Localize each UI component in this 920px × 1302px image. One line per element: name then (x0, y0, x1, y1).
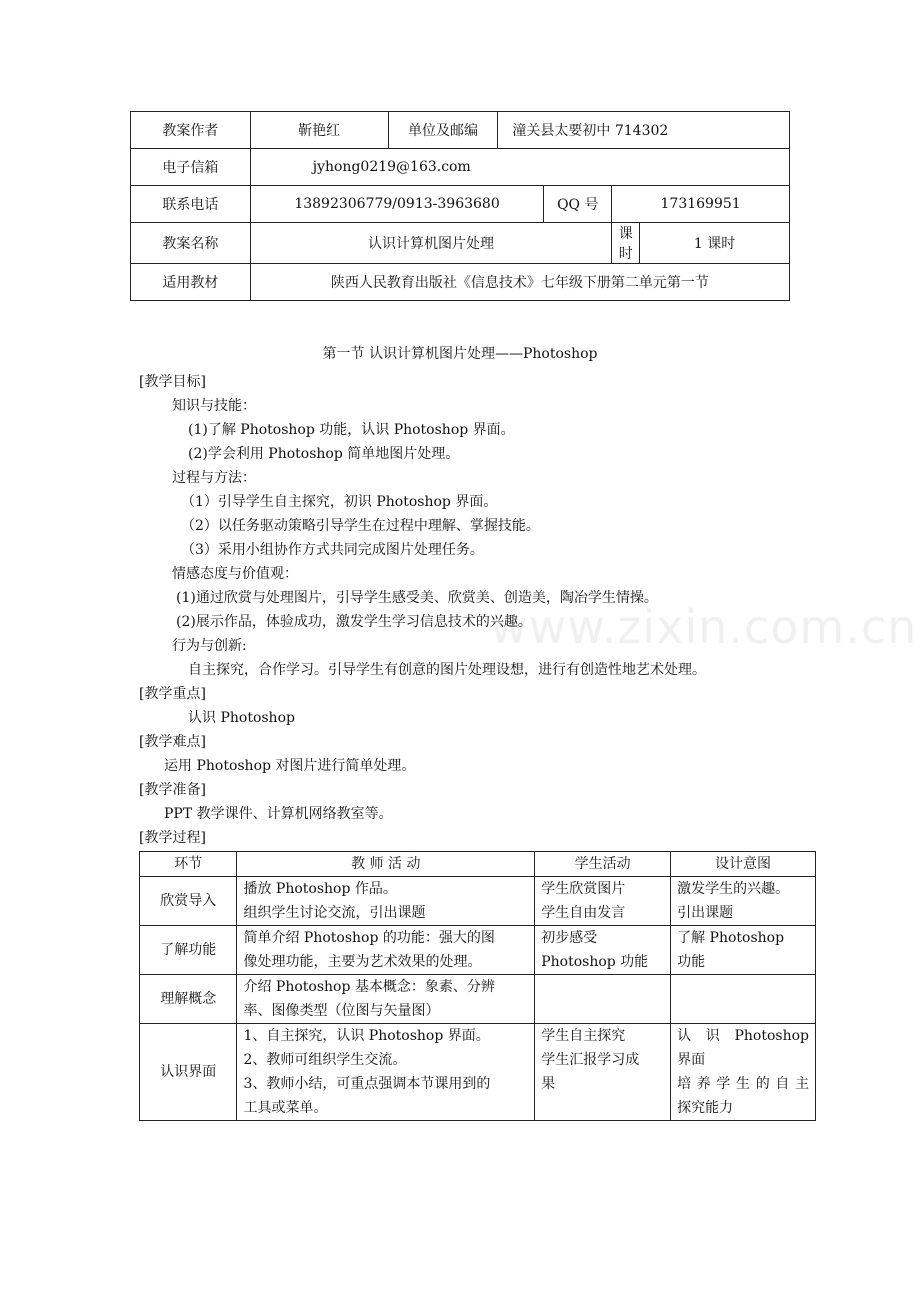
cell-line: 学生欣赏图片 (541, 881, 626, 897)
cell-line: 了解 Photoshop (677, 930, 785, 946)
author-label: 教案作者 (131, 112, 251, 149)
key-item-1: 认识 Photoshop (188, 710, 295, 726)
student-cell (535, 1024, 671, 1121)
qq-label: QQ 号 (544, 186, 612, 223)
plan-name-value: 认识计算机图片处理 (250, 223, 611, 264)
intent-cell (671, 877, 816, 926)
behavior-item-1: 自主探究，合作学习。引导学生有创意的图片处理设想，进行有创造性地艺术处理。 (188, 662, 706, 678)
process-table-header (140, 852, 816, 877)
teacher-cell (237, 877, 535, 926)
cell-line: 3、教师小结，可重点强调本节课用到的 (243, 1076, 491, 1092)
emotion-item-2: (2)展示作品，体验成功，激发学生学习信息技术的兴趣。 (176, 614, 532, 630)
cell-line: Photoshop 功能 (541, 954, 649, 970)
cell-line: 学生自由发言 (541, 905, 626, 921)
teacher-cell (237, 1024, 535, 1121)
knowledge-label: 知识与技能： (172, 398, 256, 414)
key-heading: [教学重点] (139, 686, 206, 702)
cell-line: 简单介绍 Photoshop 的功能：强大的图 (243, 930, 495, 946)
cell-line: 播放 Photoshop 作品。 (243, 881, 397, 897)
difficulty-heading: [教学难点] (139, 734, 206, 750)
cell-line: 像处理功能，主要为艺术效果的处理。 (243, 954, 482, 970)
info-row-author (131, 112, 790, 149)
behavior-label: 行为与创新: (172, 638, 247, 654)
info-row-plan (131, 223, 790, 264)
process-item-3: （3）采用小组协作方式共同完成图片处理任务。 (181, 542, 484, 558)
knowledge-item-2: (2)学会利用 Photoshop 简单地图片处理。 (188, 446, 460, 462)
qq-value: 173169951 (612, 186, 790, 223)
teacher-cell (237, 926, 535, 975)
teacher-cell (237, 975, 535, 1024)
intent-cell (671, 1024, 816, 1121)
header-student: 学生活动 (535, 852, 671, 877)
process-item-1: （1）引导学生自主探究，初识 Photoshop 界面。 (181, 494, 498, 510)
textbook-label: 适用教材 (131, 264, 251, 301)
cell-line: 介绍 Photoshop 基本概念：象素、分辨 (243, 979, 495, 995)
phone-label: 联系电话 (131, 186, 251, 223)
goals-heading: [教学目标] (139, 374, 206, 390)
prep-heading: [教学准备] (139, 782, 206, 798)
table-row (140, 877, 816, 926)
process-item-2: （2）以任务驱动策略引导学生在过程中理解、掌握技能。 (181, 518, 540, 534)
email-label: 电子信箱 (131, 149, 251, 186)
cell-line: 学生汇报学习成 (541, 1052, 640, 1068)
watermark: www.zixin.com.cn (490, 600, 918, 654)
cell-line: 学生自主探究 (541, 1028, 626, 1044)
table-row (140, 975, 816, 1024)
student-cell (535, 975, 671, 1024)
plan-name-label: 教案名称 (131, 223, 251, 264)
process-label: 过程与方法： (172, 470, 256, 486)
cell-line: 功能 (677, 954, 706, 970)
section-title: 第一节 认识计算机图片处理——Photoshop (322, 346, 598, 362)
cell-line: 引出课题 (677, 905, 734, 921)
stage-cell: 了解功能 (140, 926, 237, 975)
cell-line: 培养学生的自主 (677, 1076, 809, 1092)
intent-cell (671, 975, 816, 1024)
emotion-item-1: (1)通过欣赏与处理图片，引导学生感受美、欣赏美、创造美，陶冶学生情操。 (176, 590, 658, 606)
cell-line: 激发学生的兴趣。 (677, 881, 790, 897)
unit-label: 单位及邮编 (388, 112, 498, 149)
header-stage: 环节 (140, 852, 237, 877)
cell-line: 初步感受 (541, 930, 598, 946)
hours-label: 课时 (612, 223, 640, 264)
knowledge-item-1: (1)了解 Photoshop 功能，认识 Photoshop 界面。 (188, 422, 515, 438)
cell-line: 1、自主探究，认识 Photoshop 界面。 (243, 1028, 490, 1044)
process-heading: [教学过程] (139, 830, 206, 846)
textbook-value: 陕西人民教育出版社《信息技术》七年级下册第二单元第一节 (250, 264, 789, 301)
info-row-phone (131, 186, 790, 223)
process-table (139, 851, 816, 1121)
phone-value: 13892306779/0913-3963680 (250, 186, 544, 223)
header-intent: 设计意图 (671, 852, 816, 877)
cell-line: 率、图像类型（位图与矢量图） (243, 1003, 440, 1019)
stage-cell: 认识界面 (140, 1024, 237, 1121)
table-row (140, 1024, 816, 1121)
intent-cell (671, 926, 816, 975)
student-cell (535, 926, 671, 975)
cell-line: 工具或菜单。 (243, 1100, 328, 1116)
cell-line: 组织学生讨论交流，引出课题 (243, 905, 426, 921)
email-value: jyhong0219@163.com (250, 149, 789, 186)
cell-line: 认 识 Photoshop (677, 1028, 809, 1044)
difficulty-item-1: 运用 Photoshop 对图片进行简单处理。 (164, 758, 416, 774)
cell-line: 探究能力 (677, 1100, 734, 1116)
prep-item-1: PPT 教学课件、计算机网络教室等。 (164, 806, 393, 822)
emotion-label: 情感态度与价值观： (172, 566, 298, 582)
cell-line: 果 (541, 1076, 556, 1092)
stage-cell: 欣赏导入 (140, 877, 237, 926)
header-teacher: 教 师 活 动 (237, 852, 535, 877)
stage-cell: 理解概念 (140, 975, 237, 1024)
cell-line: 2、教师可组织学生交流。 (243, 1052, 407, 1068)
info-row-email (131, 149, 790, 186)
table-row (140, 926, 816, 975)
student-cell (535, 877, 671, 926)
unit-value: 潼关县太要初中 714302 (498, 112, 790, 149)
author-value: 靳艳红 (250, 112, 388, 149)
cell-line: 界面 (677, 1052, 706, 1068)
info-row-textbook (131, 264, 790, 301)
hours-value: 1 课时 (640, 223, 790, 264)
info-table (130, 111, 790, 301)
